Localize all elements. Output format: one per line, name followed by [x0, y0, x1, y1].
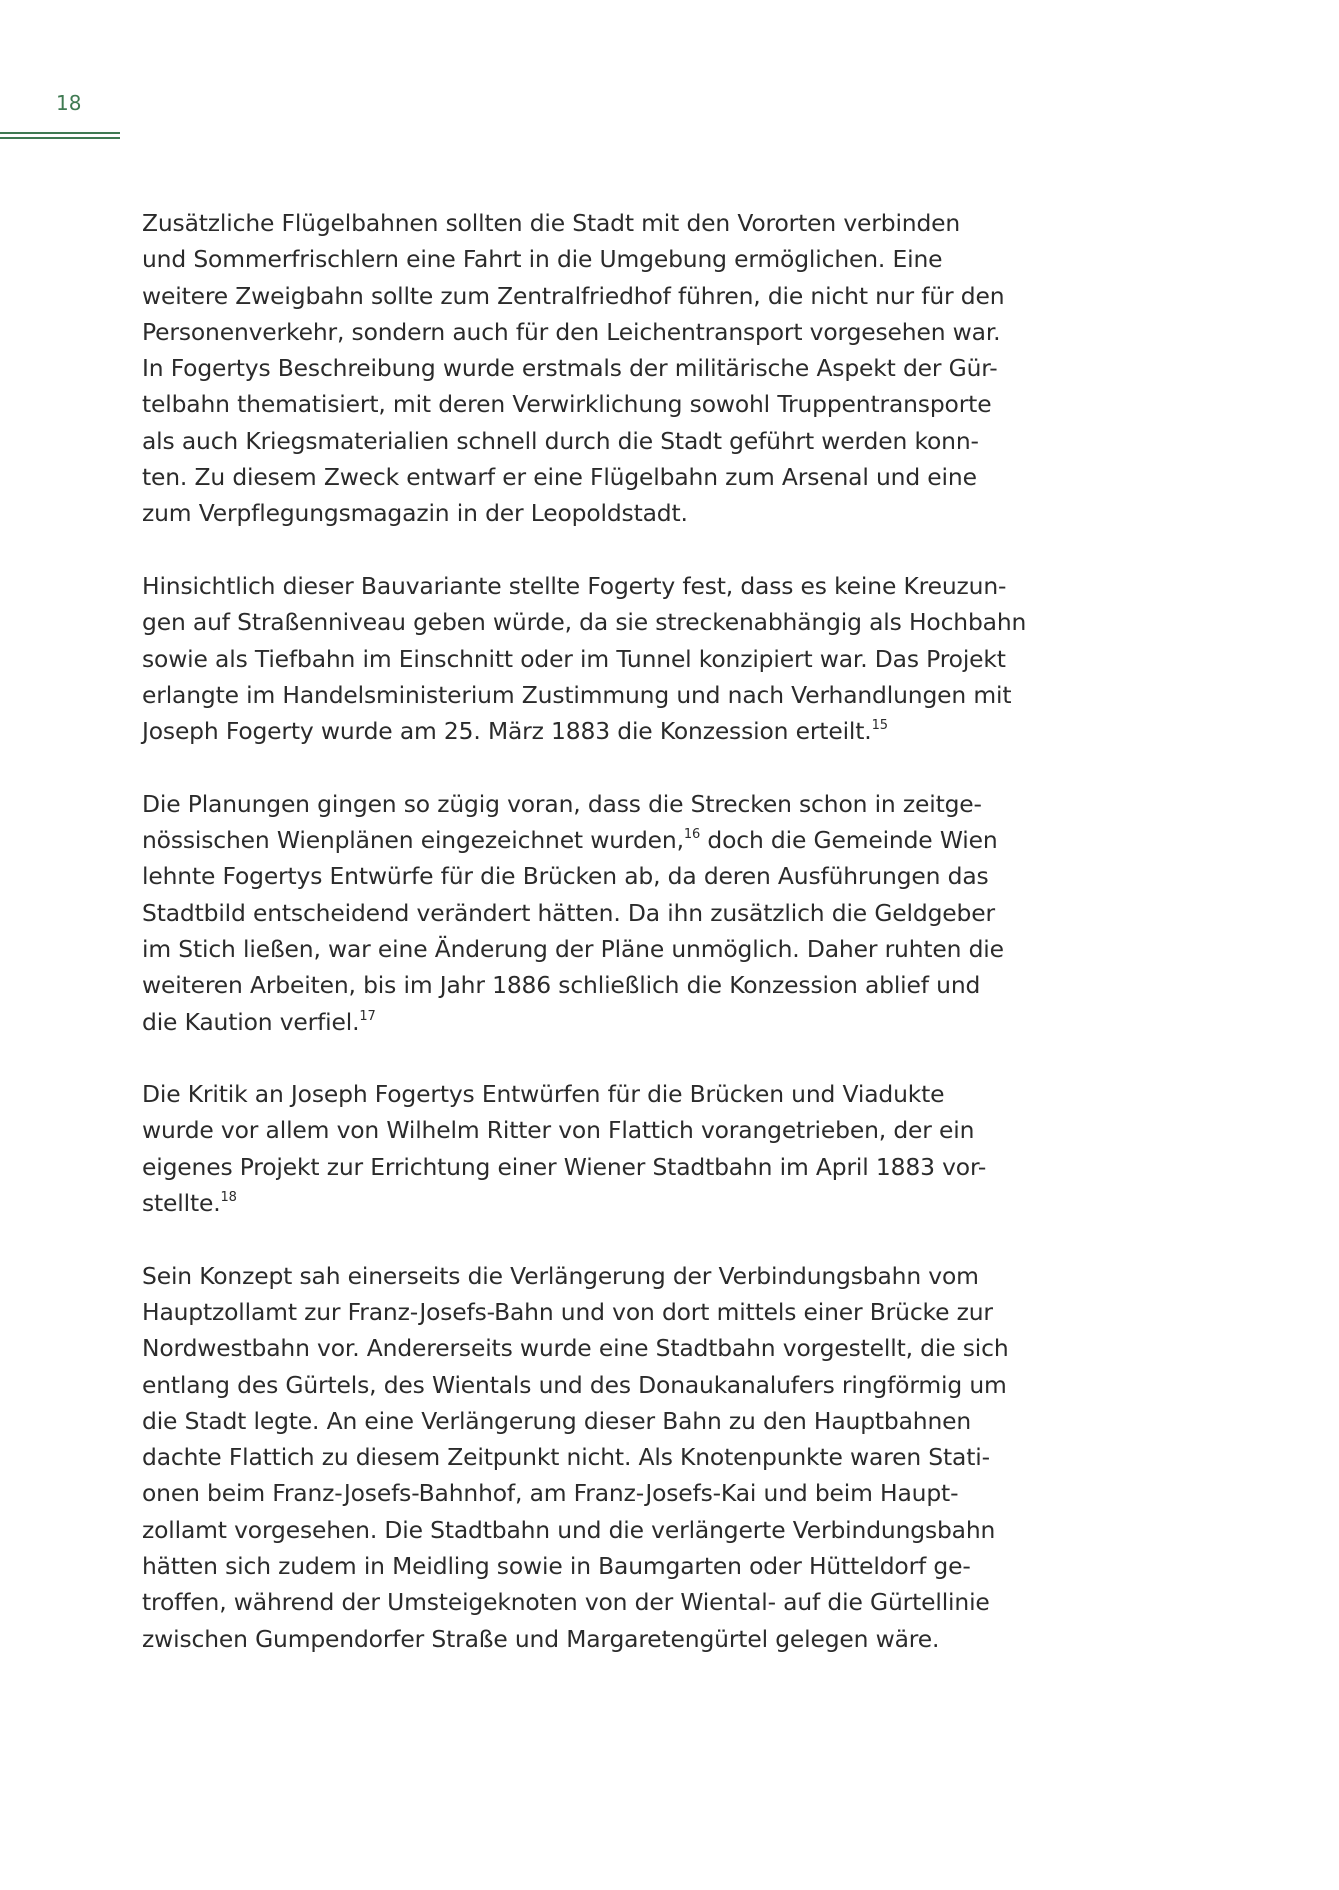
text-line [142, 713, 1042, 749]
text-line: Nordwestbahn vor. Andererseits wurde eine Stadtbahn vorgestellt, die sich [142, 1334, 1009, 1363]
text-line: erlangte im Handelsministerium Zustimmung und nach Verhandlungen mit [142, 680, 1012, 709]
text-line: hätten sich zudem in Meidling sowie in Baumgarten oder Hütteldorf ge- [142, 1551, 971, 1580]
text-line: eigenes Projekt zur Errichtung einer Wiener Stadtbahn im April 1883 vor- [142, 1152, 987, 1181]
page-number: 18 [56, 91, 82, 115]
text-line: Stadtbild entscheidend verändert hätten. Da ihn zusätzlich die Geldgeber [142, 898, 995, 927]
footnote-marker: 15 [871, 718, 888, 734]
text-line [142, 1004, 1042, 1040]
text-line: die Stadt legte. An eine Verlängerung dieser Bahn zu den Hauptbahnen [142, 1406, 972, 1435]
text-line: weitere Zweigbahn sollte zum Zentralfriedhof führen, die nicht nur für den [142, 281, 1005, 310]
text-line: Personenverkehr, sondern auch für den Leichentransport vorgesehen war. [142, 317, 1001, 346]
footnote-marker: 18 [220, 1190, 237, 1206]
paragraph-3 [142, 786, 1042, 1040]
text-line: wurde vor allem von Wilhelm Ritter von Flattich vorangetrieben, der ein [142, 1116, 975, 1145]
text-line: Hinsichtlich dieser Bauvariante stellte Fogerty fest, dass es keine Kreuzun- [142, 571, 1007, 600]
text-line: zwischen Gumpendorfer Straße und Margaretengürtel gelegen wäre. [142, 1624, 940, 1653]
paragraph-5 [142, 1258, 1042, 1657]
body-text [142, 205, 1042, 1693]
text-line: im Stich ließen, war eine Änderung der Pläne unmöglich. Daher ruhten die [142, 934, 1004, 963]
text-line: Zusätzliche Flügelbahnen sollten die Stadt mit den Vororten verbinden [142, 209, 961, 237]
text-line: In Fogertys Beschreibung wurde erstmals der militärische Aspekt der Gür- [142, 354, 998, 383]
text-line: als auch Kriegsmaterialien schnell durch die Stadt geführt werden konn- [142, 426, 979, 455]
text-line: Sein Konzept sah einerseits die Verlängerung der Verbindungsbahn vom [142, 1261, 979, 1290]
footnote-marker: 16 [683, 827, 701, 843]
text-line-content: die Kaution verfiel. [142, 1007, 360, 1036]
text-line-content: nössischen Wienplänen eingezeichnet wurden, [142, 826, 684, 855]
text-line-content: doch die Gemeinde Wien [700, 826, 998, 855]
paragraph-4 [142, 1076, 1042, 1221]
header-rule-top [0, 132, 120, 134]
paragraph-2 [142, 568, 1042, 749]
text-line-content: Joseph Fogerty wurde am 25. März 1883 die Konzession erteilt. [142, 717, 872, 746]
text-line: troffen, während der Umsteigeknoten von der Wiental- auf die Gürtellinie [142, 1588, 990, 1617]
text-line: telbahn thematisiert, mit deren Verwirklichung sowohl Truppentransporte [142, 390, 992, 419]
text-line: entlang des Gürtels, des Wientals und des Donaukanalufers ringförmig um [142, 1370, 1007, 1399]
text-line: dachte Flattich zu diesem Zeitpunkt nicht. Als Knotenpunkte waren Stati- [142, 1443, 990, 1472]
text-line: Hauptzollamt zur Franz-Josefs-Bahn und von dort mittels einer Brücke zur [142, 1297, 993, 1326]
text-line: lehnte Fogertys Entwürfe für die Brücken ab, da deren Ausführungen das [142, 862, 989, 891]
text-line: Die Planungen gingen so zügig voran, dass die Strecken schon in zeitge- [142, 789, 982, 818]
text-line: weiteren Arbeiten, bis im Jahr 1886 schließlich die Konzession ablief und [142, 971, 981, 1000]
text-line [142, 1185, 1042, 1221]
text-line: Die Kritik an Joseph Fogertys Entwürfen für die Brücken und Viadukte [142, 1080, 945, 1109]
text-line: onen beim Franz-Josefs-Bahnhof, am Franz-Josefs-Kai und beim Haupt- [142, 1479, 959, 1508]
text-line-content: stellte. [142, 1189, 221, 1218]
footnote-marker: 17 [359, 1008, 376, 1024]
text-line: ten. Zu diesem Zweck entwarf er eine Flügelbahn zum Arsenal und eine [142, 463, 977, 492]
text-line: zollamt vorgesehen. Die Stadtbahn und die verlängerte Verbindungsbahn [142, 1515, 996, 1544]
text-line: zum Verpflegungsmagazin in der Leopoldstadt. [142, 499, 688, 528]
paragraph-1 [142, 205, 1042, 532]
header-rule-bottom [0, 137, 120, 139]
text-line: gen auf Straßenniveau geben würde, da sie streckenabhängig als Hochbahn [142, 608, 1027, 637]
text-line: und Sommerfrischlern eine Fahrt in die Umgebung ermöglichen. Eine [142, 245, 943, 274]
text-line: sowie als Tiefbahn im Einschnitt oder im Tunnel konzipiert war. Das Projekt [142, 644, 1006, 673]
text-line [142, 822, 1042, 858]
